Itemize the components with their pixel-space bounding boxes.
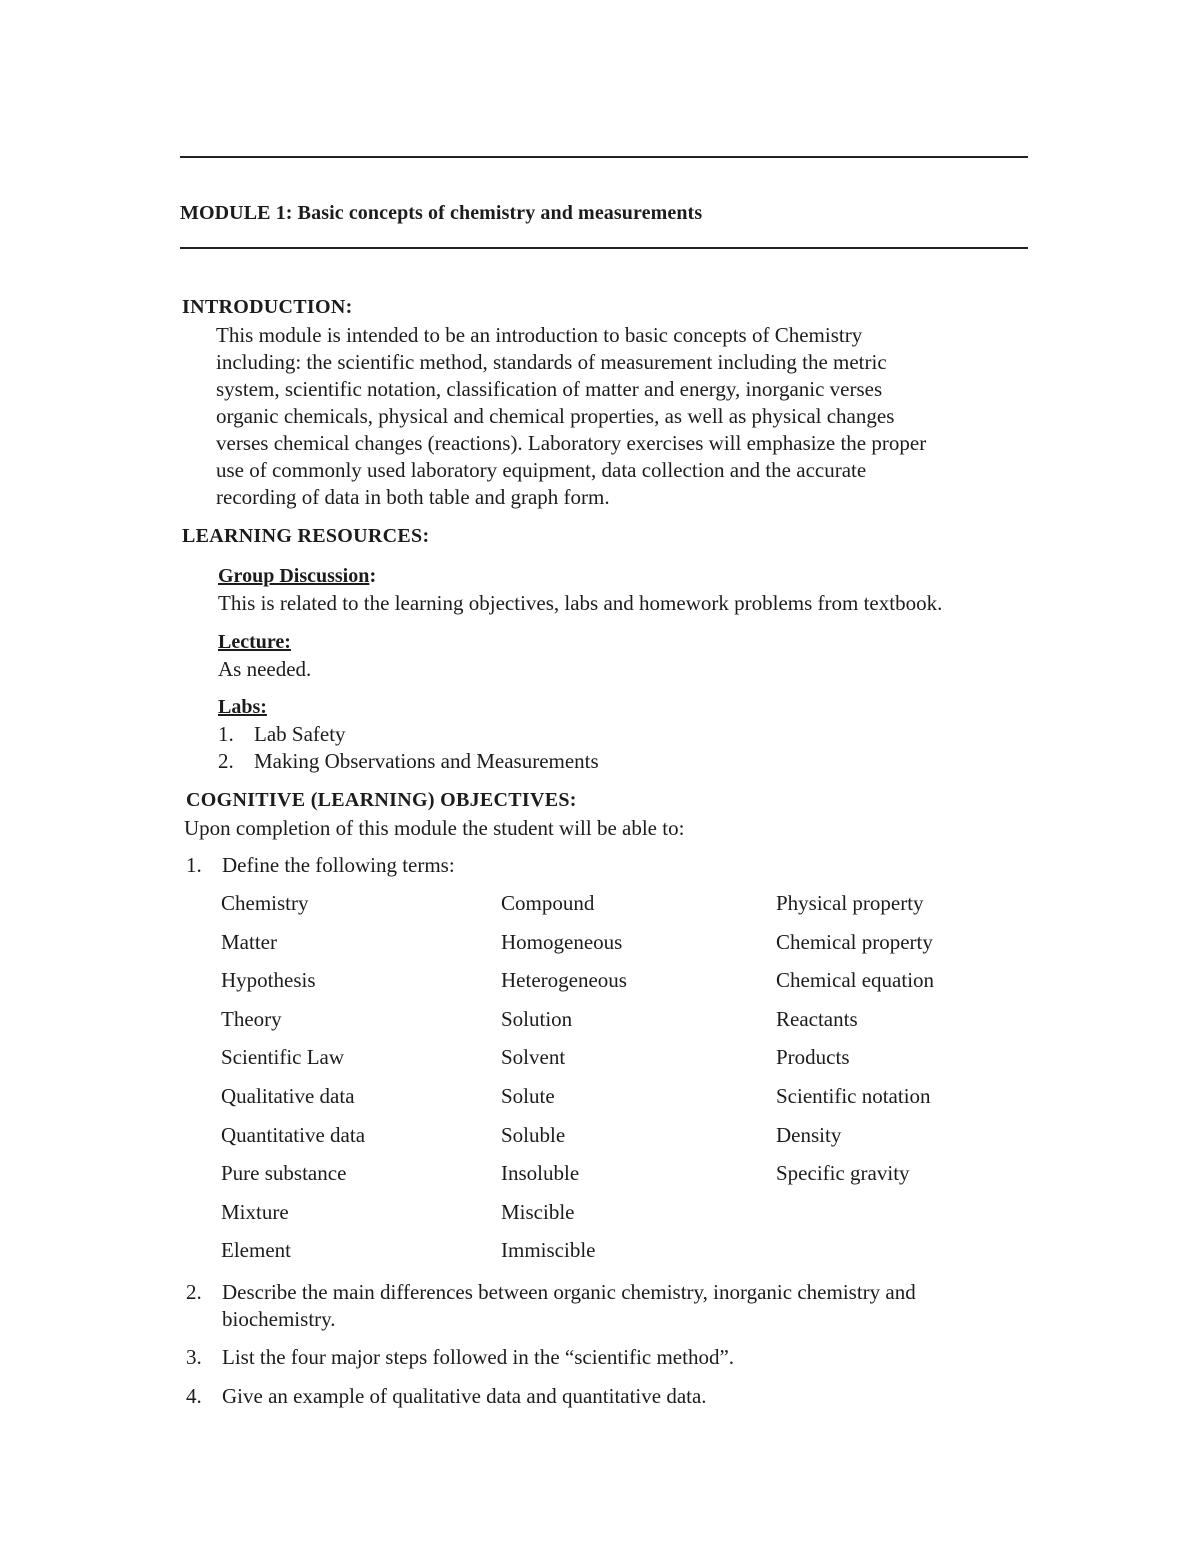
term: Physical property	[776, 891, 924, 915]
list-number: 4.	[186, 1384, 202, 1408]
intro-line: recording of data in both table and graph form.	[216, 485, 610, 509]
list-number: 2.	[218, 749, 234, 773]
lab-item-text: Lab Safety	[254, 722, 346, 746]
term: Qualitative data	[221, 1083, 355, 1108]
term: Mixture	[221, 1199, 289, 1224]
objective-item-3	[186, 1344, 734, 1371]
term: Scientific notation	[776, 1083, 931, 1108]
term: Immiscible	[501, 1238, 596, 1263]
intro-line: verses chemical changes (reactions). Laboratory exercises will emphasize the proper	[216, 431, 927, 455]
objective-text: Describe the main differences between organic chemistry, inorganic chemistry and	[222, 1280, 916, 1304]
term: Miscible	[501, 1199, 575, 1224]
term: Products	[776, 1045, 850, 1070]
term: Hypothesis	[221, 968, 316, 993]
objectives-heading: COGNITIVE (LEARNING) OBJECTIVES:	[186, 789, 577, 811]
group-discussion-title: Group Discussion	[218, 565, 370, 587]
group-discussion-text: This is related to the learning objectives, labs and homework problems from textbook.	[218, 591, 943, 615]
module-title: MODULE 1: Basic concepts of chemistry and measurements	[180, 202, 703, 224]
terms-column-1	[221, 890, 365, 1276]
top-rule	[180, 156, 1028, 158]
intro-line: organic chemicals, physical and chemical properties, as well as physical changes	[216, 404, 895, 428]
objective-text-continued: biochemistry.	[222, 1307, 336, 1331]
term: Homogeneous	[501, 929, 623, 954]
terms-column-3	[776, 890, 934, 1199]
objective-item-4	[186, 1383, 707, 1410]
term: Quantitative data	[221, 1122, 366, 1147]
title-underline-rule	[180, 247, 1028, 249]
labs-label: Labs:	[218, 696, 267, 718]
terms-column-2	[501, 890, 627, 1276]
list-number: 2.	[186, 1280, 202, 1304]
lab-item-text: Making Observations and Measurements	[254, 749, 599, 773]
term: Reactants	[776, 1006, 858, 1031]
term: Scientific Law	[221, 1045, 345, 1070]
objective-item-1	[186, 852, 455, 879]
term: Density	[776, 1122, 842, 1147]
introduction-heading: INTRODUCTION:	[182, 296, 353, 318]
lecture-label: Lecture:	[218, 631, 291, 653]
term: Chemistry	[221, 891, 309, 915]
term: Solvent	[501, 1045, 566, 1070]
term: Element	[221, 1238, 291, 1263]
term: Soluble	[501, 1122, 566, 1147]
term: Specific gravity	[776, 1161, 910, 1186]
objectives-intro: Upon completion of this module the student will be able to:	[184, 816, 685, 840]
term: Chemical equation	[776, 968, 935, 993]
objective-text: Define the following terms:	[222, 853, 455, 877]
term: Solute	[501, 1083, 555, 1108]
lecture-text: As needed.	[218, 657, 312, 681]
list-item	[218, 748, 599, 775]
list-number: 3.	[186, 1345, 202, 1369]
group-discussion-colon: :	[369, 563, 377, 587]
objective-text: Give an example of qualitative data and quantitative data.	[222, 1384, 707, 1408]
term: Pure substance	[221, 1161, 347, 1186]
introduction-paragraph	[216, 322, 1036, 511]
term: Solution	[501, 1006, 573, 1031]
term: Heterogeneous	[501, 968, 627, 993]
intro-line: use of commonly used laboratory equipment, data collection and the accurate	[216, 458, 867, 482]
group-discussion-label	[218, 562, 376, 590]
list-number: 1.	[218, 722, 234, 746]
list-item	[218, 721, 599, 748]
term: Insoluble	[501, 1161, 580, 1186]
term: Chemical property	[776, 929, 933, 954]
learning-resources-heading: LEARNING RESOURCES:	[182, 525, 430, 547]
labs-list	[218, 721, 599, 775]
objective-text: List the four major steps followed in the “scientific method”.	[222, 1345, 735, 1369]
intro-line: including: the scientific method, standards of measurement including the metric	[216, 350, 887, 374]
intro-line: This module is intended to be an introduction to basic concepts of Chemistry	[216, 323, 863, 347]
term: Matter	[221, 929, 277, 954]
intro-line: system, scientific notation, classification of matter and energy, inorganic verses	[216, 377, 883, 401]
objective-item-2	[186, 1279, 916, 1333]
list-number: 1.	[186, 853, 202, 877]
term: Compound	[501, 891, 595, 915]
term: Theory	[221, 1006, 282, 1031]
